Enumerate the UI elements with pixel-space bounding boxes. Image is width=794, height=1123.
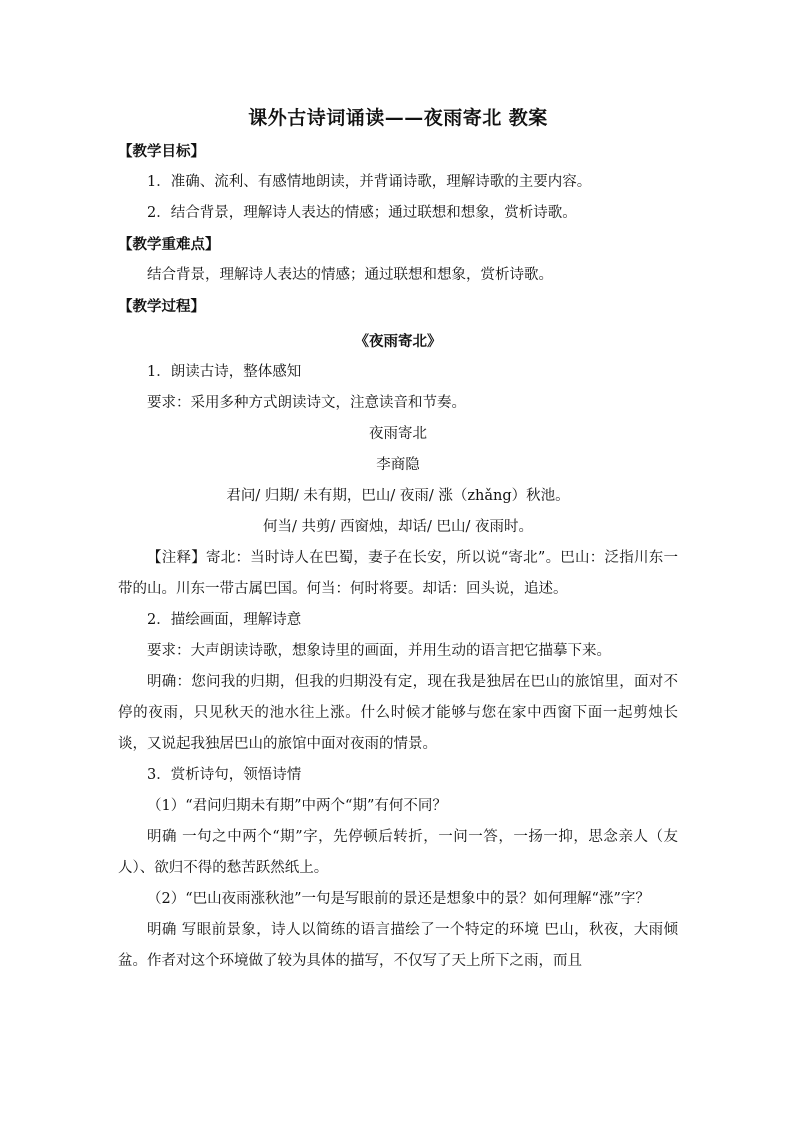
step3-title: 3．赏析诗句，领悟诗情	[147, 767, 302, 783]
step2-answer: 明确：您问我的归期，但我的归期没有定，现在我是独居在巴山的旅馆里，面对不停的夜雨，只见秋天的池水往上涨。什么时候才能够与您在家中西窗下面一起剪烛长谈，又说起我独居巴山的旅馆中面对夜雨的情景。	[118, 674, 678, 752]
objective-item-1: 1．准确、流利、有感情地朗读，并背诵诗歌，理解诗歌的主要内容。	[147, 174, 592, 190]
key-points-heading: 【教学重难点】	[118, 236, 220, 253]
step3-question-1: （1）“君问归期未有期”中两个“期”有何不同？	[147, 798, 447, 814]
poem-section-heading: 《夜雨寄北》	[354, 333, 442, 350]
poem-line-1: 君问/ 归期/ 未有期，巴山/ 夜雨/ 涨（zhǎng）秋池。	[226, 488, 570, 504]
step3-answer-2: 明确 写眼前景象，诗人以简练的语言描绘了一个特定的环境 巴山，秋夜，大雨倾盆。作者对这个环境做了较为具体的描写，不仅写了天上所下之雨，而且	[118, 922, 678, 969]
process-heading: 【教学过程】	[118, 298, 205, 315]
objective-item-2: 2．结合背景，理解诗人表达的情感；通过联想和想象，赏析诗歌。	[147, 205, 577, 221]
poem-title: 夜雨寄北	[369, 426, 427, 442]
poem-author: 李商隐	[376, 457, 420, 473]
document-title: 课外古诗词诵读——夜雨寄北 教案	[248, 107, 548, 129]
key-points-text: 结合背景，理解诗人表达的情感；通过联想和想象，赏析诗歌。	[147, 267, 553, 283]
step2-title: 2．描绘画面，理解诗意	[147, 612, 302, 628]
step2-requirement: 要求：大声朗读诗歌，想象诗里的画面，并用生动的语言把它描摹下来。	[147, 643, 611, 659]
step3-question-2: （2）“巴山夜雨涨秋池”一句是写眼前的景还是想象中的景？如何理解“涨”字？	[147, 891, 650, 907]
objectives-heading: 【教学目标】	[118, 143, 205, 160]
document-content	[118, 104, 678, 977]
step1-title: 1．朗读古诗，整体感知	[147, 364, 302, 380]
poem-notes: 【注释】寄北：当时诗人在巴蜀，妻子在长安，所以说“寄北”。巴山：泛指川东一带的山。川东一带古属巴国。何当：何时将要。却话：回头说，追述。	[118, 550, 678, 597]
step3-answer-1: 明确 一句之中两个“期”字，先停顿后转折，一问一答，一扬一抑，思念亲人（友人）、欲归不得的愁苦跃然纸上。	[118, 829, 678, 876]
poem-line-2: 何当/ 共剪/ 西窗烛，却话/ 巴山/ 夜雨时。	[263, 519, 533, 535]
step1-requirement: 要求：采用多种方式朗读诗文，注意读音和节奏。	[147, 395, 466, 411]
